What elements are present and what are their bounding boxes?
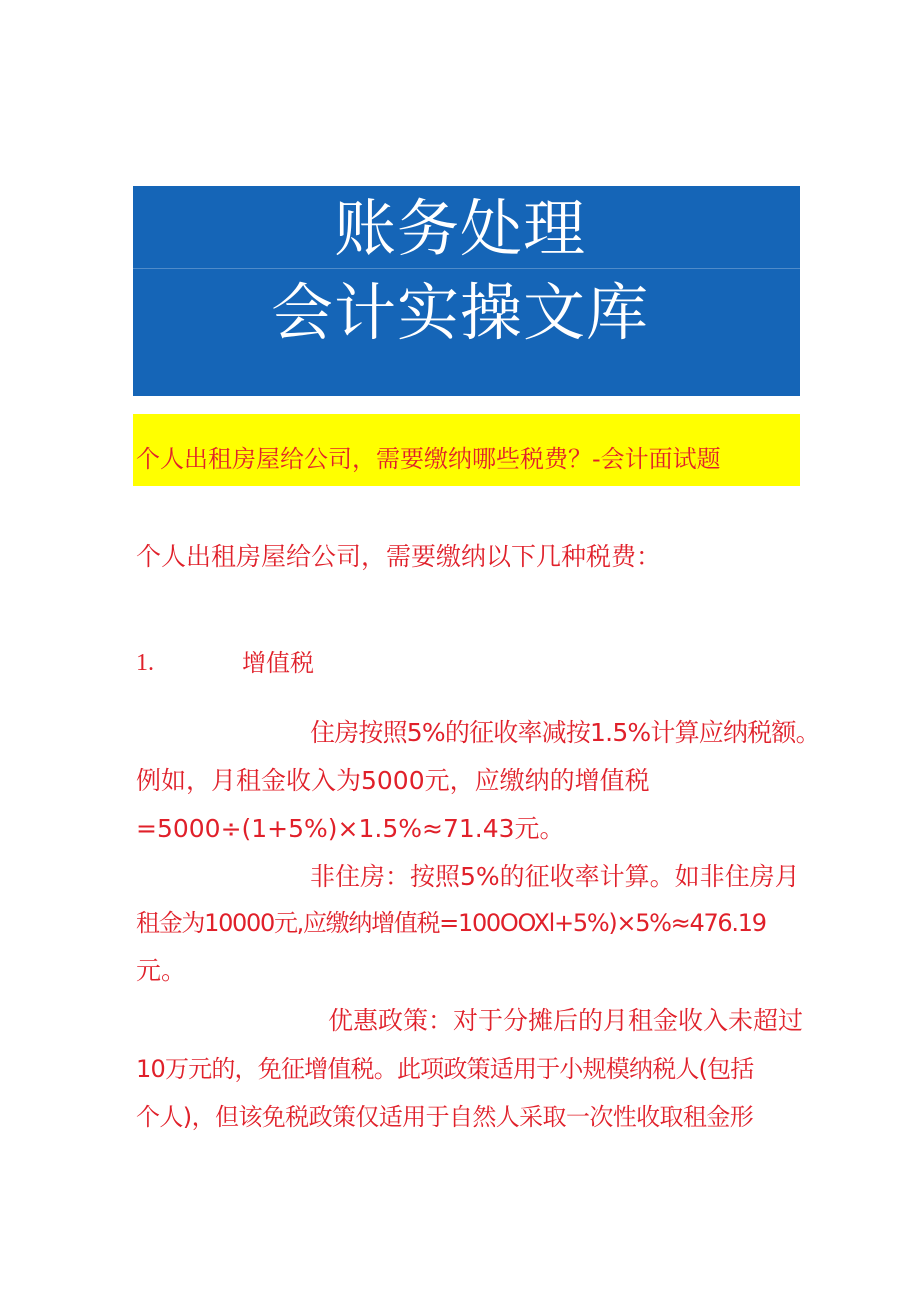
paragraph-3-line-1: 优惠政策：对于分摊后的月租金收入未超过 bbox=[328, 1006, 804, 1035]
banner-title-line1: 账务处理 bbox=[333, 192, 586, 265]
section-number: 1. bbox=[136, 650, 154, 676]
paragraph-1-line-3: =5000÷(1+5%)×1.5%≈71.43元。 bbox=[136, 814, 565, 843]
paragraph-2-line-1: 非住房：按照5%的征收率计算。如非住房月 bbox=[310, 862, 800, 891]
paragraph-3-line-2: 10万元的，免征增值税。此项政策适用于小规模纳税人(包括 bbox=[136, 1055, 754, 1083]
section-title: 增值税 bbox=[242, 649, 314, 677]
paragraph-1-line-1: 住房按照5%的征收率减按1.5%计算应纳税额。 bbox=[310, 718, 820, 747]
banner-title-line2: 会计实操文库 bbox=[270, 276, 649, 349]
paragraph-3-line-3: 个人)，但该免税政策仅适用于自然人采取一次性收取租金形 bbox=[136, 1103, 754, 1131]
banner-divider bbox=[133, 268, 800, 269]
paragraph-2-line-3: 元。 bbox=[136, 956, 187, 985]
intro-text: 个人出租房屋给公司，需要缴纳以下几种税费： bbox=[136, 542, 662, 571]
headline-text: 个人出租房屋给公司，需要缴纳哪些税费？-会计面试题 bbox=[136, 445, 721, 473]
paragraph-2-line-2: 租金为10000元,应缴纳增值税=100OOXl+5%)×5%≈476.19 bbox=[136, 909, 766, 937]
paragraph-1-line-2: 例如，月租金收入为5000元，应缴纳的增值税 bbox=[136, 766, 650, 795]
